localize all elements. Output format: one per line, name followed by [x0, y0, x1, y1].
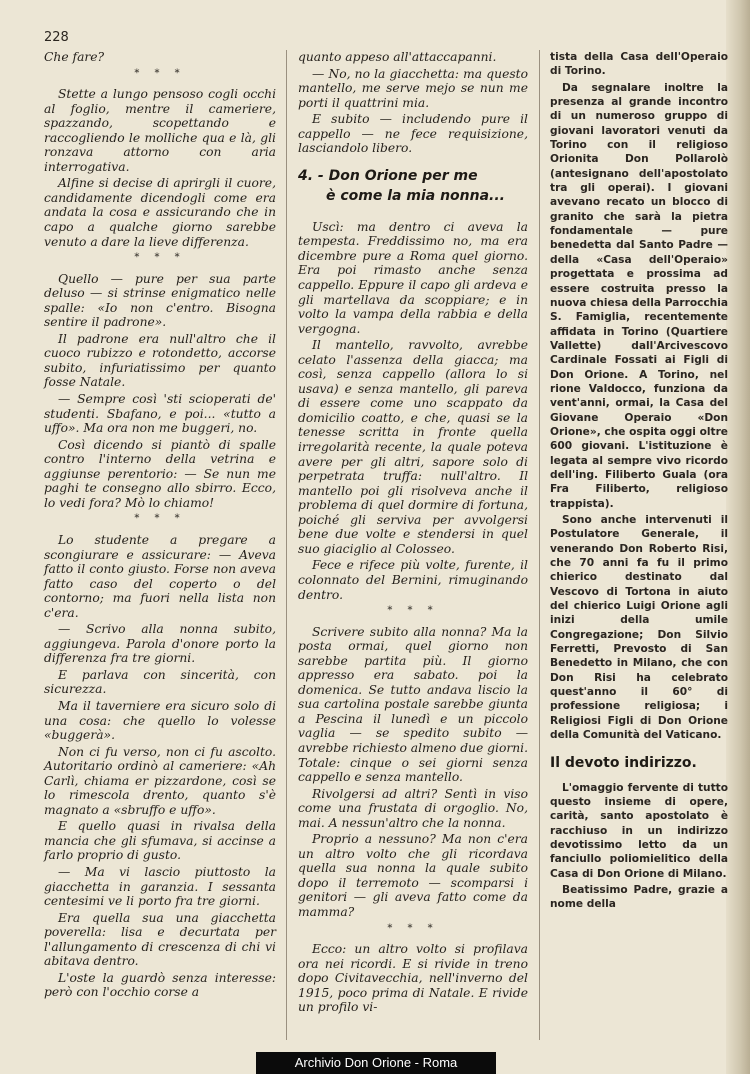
- paragraph: Ma il taverniere era sicuro solo di una cosa: che quello lo volesse «buggerà».: [44, 698, 276, 743]
- paragraph: — No, no la giacchetta: ma questo mantello, me serve mejo se nun me porti il quattrini mia.: [298, 66, 528, 110]
- column-divider: [286, 50, 287, 1040]
- paragraph: Stette a lungo pensoso cogli occhi al foglio, mentre il cameriere, spazzando, scopettando e raccogliendo le molliche qua e là, gli ronzava attorno con aria interrogativa.: [44, 87, 276, 174]
- paragraph: Era quella sua una giacchetta poverella: lisa e decurtata per l'allungamento di crescenza di chi vi abitava dentro.: [44, 910, 276, 969]
- section-separator: * * *: [387, 605, 439, 617]
- paragraph: — Sempre così 'sti scioperati de' studenti. Sbafano, e poi... «tutto a uffo». Ma ora non me buggeri, no.: [44, 392, 276, 436]
- page-edge: [726, 0, 750, 1074]
- paragraph: — Scrivo alla nonna subito, aggiungeva. Parola d'onore porto la differenza fra tre giorni.: [44, 622, 276, 666]
- paragraph: Il mantello, ravvolto, avrebbe celato l'assenza della giacca; ma così, senza cappello (allora lo si usava) e senza mantello, gli pareva di essere come uno scappato da domicilio coatto, e che, quasi se la tenesse scritta in fronte quella irregolarità recente, la quale poteva avere per gli altri, sapore solo di perpetrata truffa: null'altro. Il mantello poi gli risolveva anche il problema di quel dormire di fortuna, poiché gli serviva per avvolgersi bene due volte e stendersi in quel suo giaciglio al Colosseo.: [298, 338, 528, 556]
- column-middle: [298, 50, 528, 1017]
- section-heading: Il devoto indirizzo.: [550, 754, 697, 771]
- section-heading: [298, 166, 528, 206]
- section-separator: * * *: [134, 252, 186, 264]
- column-divider: [539, 50, 540, 1040]
- paragraph: Fece e rifece più volte, furente, il colonnato del Bernini, rimuginando dentro.: [298, 558, 528, 602]
- paragraph: L'oste la guardò senza interesse: però con l'occhio corse a: [44, 970, 276, 1000]
- section-separator: * * *: [387, 922, 439, 934]
- paragraph: Rivolgersi ad altri? Sentì in viso come una frustata di orgoglio. No, mai. A nessun'altro che la nonna.: [298, 786, 528, 830]
- paragraph: quanto appeso all'attaccapanni.: [298, 50, 497, 64]
- paragraph: E quello quasi in rivalsa della mancia che gli sfumava, si accinse a farlo proprio di gusto.: [44, 819, 276, 863]
- paragraph: Non ci fu verso, non ci fu ascolto. Autoritario ordinò al cameriere: «Ah Carlì, chiama er pizzardone, così se lo rimescola drento, quanto s'è magnato a «sbruffo e uffo».: [44, 744, 276, 817]
- paragraph: E parlava con sincerità, con sicurezza.: [44, 667, 276, 697]
- archive-footer-label: Archivio Don Orione - Roma: [256, 1052, 496, 1074]
- paragraph: Il padrone era null'altro che il cuoco rubizzo e rotondetto, accorse subito, infuriatissimo per quanto fosse Natale.: [44, 331, 276, 390]
- paragraph: Da segnalare inoltre la presenza al grande incontro di un numeroso gruppo di giovani lavoratori venuti da Torino con il religioso Orionita Don Pollarolò (antesignano dell'apostolato tra gli operai). I giovani avevano recato un blocco di granito che sarà la pietra fondamentale — pure benedetta dal Santo Padre — della «Casa dell'Operaio» progettata e prossima ad essere costruita presso la nuova chiesa della Parrocchia S. Famiglia, recentemente affidata in Torino (Quartiere Vallette) dall'Arcivescovo Cardinale Fossati ai Figli di Don Orione. A Torino, nel rione Valdocco, funziona da vent'anni, ormai, la Casa del Giovane Operaio «Don Orione», che ospita oggi oltre 600 giovani. L'istituzione è legata al sempre vivo ricordo dell'ing. Filiberto Guala (ora Fra Filiberto, religioso trappista).: [550, 81, 728, 510]
- column-left: [44, 50, 276, 1002]
- paragraph: Quello — pure per sua parte deluso — si strinse enigmatico nelle spalle: «Io non c'entro. Bisogna sentire il padrone».: [44, 271, 276, 330]
- paragraph: Uscì: ma dentro ci aveva la tempesta. Freddissimo no, ma era dicembre pure a Roma quel giorno. Era poi rimasto anche senza cappello. Eppure il capo gli ardeva e gli martellava da scoppiare; e in volto la vampa della rabbia e della vergogna.: [298, 219, 528, 336]
- section-heading-line: è come la mia nonna...: [326, 187, 505, 204]
- paragraph: E subito — includendo pure il cappello — ne fece requisizione, lasciandolo libero.: [298, 112, 528, 156]
- paragraph: Scrivere subito alla nonna? Ma la posta ormai, quel giorno non sarebbe partita più. Il giorno appresso era sabato. poi la domenica. Se tutto andava liscio la sua cartolina postale sarebbe giunta a Pescina il lunedì e un piccolo vaglia — se spedito subito — avrebbe richiesto almeno due giorni. Totale: cinque o sei giorni senza cappello e senza mantello.: [298, 624, 529, 785]
- column-right: [550, 50, 728, 914]
- paragraph: L'omaggio fervente di tutto questo insieme di opere, carità, santo apostolato è racchiuso in un indirizzo devotissimo letto da un fanciullo poliomielitico della Casa di Don Orione di Milano.: [550, 781, 728, 880]
- paragraph: Sono anche intervenuti il Postulatore Generale, il venerando Don Roberto Risi, che 70 anni fa fu il primo chierico destinato dal Vescovo di Tortona in aiuto del chierico Luigi Orione agli inizi della umile Congregazione; Don Silvio Ferretti, Prevosto di San Benedetto in Milano, che con Don Risi ha celebrato quest'anno il 60° di professione religiosa; i Religiosi Figli di Don Orione della Comunità del Vaticano.: [550, 514, 728, 742]
- section-separator: * * *: [134, 513, 186, 525]
- paragraph: Ecco: un altro volto si profilava ora nei ricordi. E si rivide in treno dopo Civitavecchia, nell'inverno del 1915, poco prima di Natale. E rivide un profilo vi-: [298, 942, 528, 1015]
- paragraph: — Ma vi lascio piuttosto la giacchetta in garanzia. I sessanta centesimi ve li porto fra tre giorni.: [44, 864, 276, 909]
- paragraph: Così dicendo si piantò di spalle contro l'interno della vetrina e aggiunse perentorio: — Se nun me paghi te consegno allo sbirro. Ecco, lo vedi fora? Mò lo chiamo!: [44, 437, 276, 510]
- paragraph: Beatissimo Padre, grazie a nome della: [550, 883, 728, 911]
- paragraph: Che fare?: [44, 50, 105, 64]
- section-separator: * * *: [134, 67, 186, 79]
- paragraph: Lo studente a pregare a scongiurare e assicurare: — Aveva fatto il conto giusto. Forse non aveva fatto caso del coperto o del contorno; ma fuori nella lista non c'era.: [44, 532, 276, 620]
- paragraph: Proprio a nessuno? Ma non c'era un altro volto che gli ricordava quella sua nonna la quale subito dopo il terremoto — scomparsi i genitori — gli aveva fatto come da mamma?: [298, 832, 528, 919]
- page-number: 228: [44, 30, 69, 45]
- paragraph: tista della Casa dell'Operaio di Torino.: [550, 51, 728, 78]
- paragraph: Alfine si decise di aprirgli il cuore, candidamente dicendogli come era andata la cosa e assicurando che in capo a qualche giorno sarebbe venuto a dare la lieve differenza.: [44, 176, 276, 249]
- section-heading-line: 4. - Don Orione per me: [298, 167, 478, 184]
